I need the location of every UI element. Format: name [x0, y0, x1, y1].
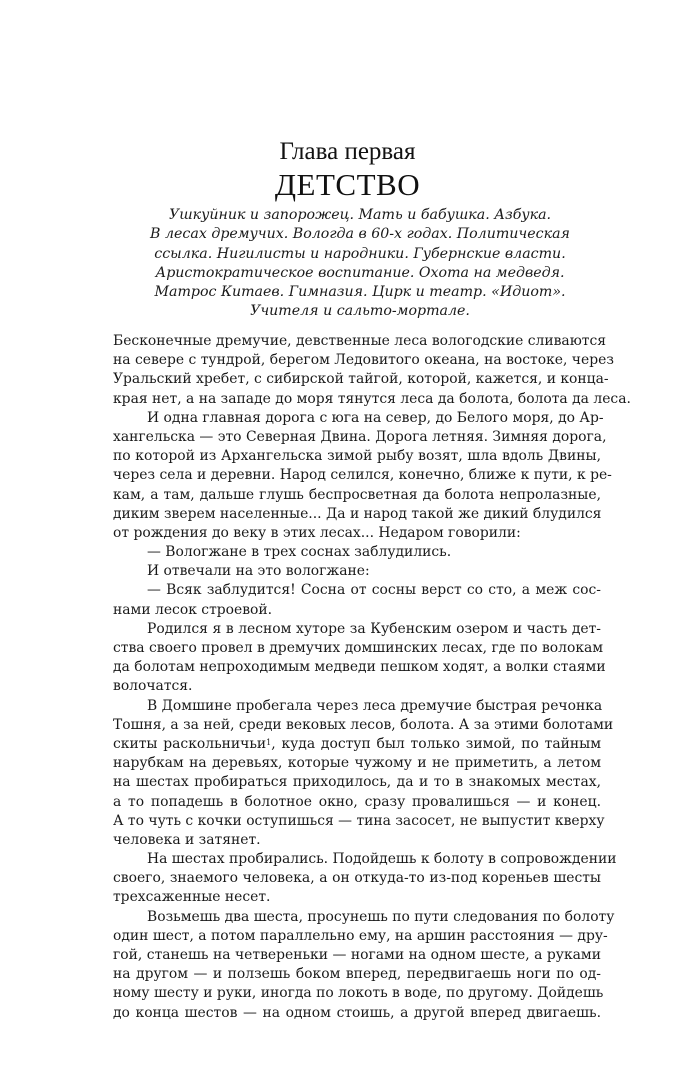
text-line: диким зверем населенные... Да и народ такой же дикий блудился	[113, 505, 602, 522]
epigraph-line: Ушкуйник и запорожец. Мать и бабушка. Азбука.	[168, 207, 552, 223]
text-line: на шестах пробираться приходилось, да и то в знакомых местах,	[113, 774, 601, 791]
text-line: да болотам непроходимым медведи пешком ходят, а волки стаями	[113, 659, 606, 676]
text-line: ному шесту и руки, иногда по локоть в воде, по другому. Дойдешь	[113, 985, 604, 1002]
text-line: до конца шестов — на одном стоишь, а другой вперед двигаешь.	[113, 1004, 601, 1021]
text-line	[113, 735, 601, 754]
text-line: Родился я в лесном хуторе за Кубенским озером и часть дет-	[147, 620, 601, 637]
epigraph-line: В лесах дремучих. Вологда в 60-х годах. Политическая	[150, 226, 570, 243]
text-line: хангельска — это Северная Двина. Дорога летняя. Зимняя дорога,	[113, 428, 607, 445]
body-text	[113, 332, 631, 1023]
text-line: Тошня, а за ней, среди вековых лесов, болота. А за этими болотами	[113, 716, 614, 733]
text-line: нарубкам на деревьях, которые чужому и не приметить, а летом	[113, 755, 601, 772]
text-segment: , куда доступ был только зимой, по тайным	[271, 735, 602, 752]
text-line: Уральский хребет, с сибирской тайгой, которой, кажется, и конца-	[113, 371, 609, 388]
text-line: трехсаженные несет.	[113, 889, 271, 906]
text-line: И одна главная дорога с юга на север, до Белого моря, до Ар-	[147, 409, 604, 426]
text-line: На шестах пробирались. Подойдешь к болоту в сопровождении	[147, 851, 617, 868]
epigraph-line: Учителя и сальто-мортале.	[250, 303, 470, 320]
text-line: Бесконечные дремучие, девственные леса вологодские сливаются	[113, 333, 607, 349]
text-line: волочатся.	[113, 678, 193, 695]
text-line: от рождения до веку в этих лесах... Недаром говорили:	[113, 524, 521, 541]
text-line: один шест, а потом параллельно ему, на аршин расстояния — дру-	[113, 927, 608, 944]
text-line: В Домшине пробегала через леса дремучие быстрая речонка	[147, 697, 603, 714]
chapter-title: ДЕТСТВО	[274, 167, 421, 202]
text-line: нами лесок строевой.	[113, 601, 273, 618]
epigraph-line: Аристократическое воспитание. Охота на медведя.	[155, 264, 565, 281]
epigraph-line: ссылка. Нигилисты и народники. Губернские власти.	[154, 245, 566, 262]
text-line: ства своего провел в дремучих домшинских лесах, где по волокам	[113, 640, 604, 656]
text-line: на севере с тундрой, берегом Ледовитого океана, на востоке, через	[113, 352, 614, 369]
text-line: кам, а там, дальше глушь беспросветная да болота непролазные,	[113, 486, 601, 503]
text-segment: скиты раскольничьи	[113, 735, 267, 752]
chapter-label: Глава первая	[279, 138, 416, 165]
footnote-marker[interactable]: 1	[266, 737, 272, 747]
text-line: гой, станешь на четвереньки — ногами на одном шесте, а руками	[113, 947, 601, 963]
text-line: края нет, а на западе до моря тянутся леса да болота, болота да леса.	[113, 390, 631, 407]
text-line: а то попадешь в болотное окно, сразу провалишься — и конец.	[113, 793, 601, 810]
text-line: — Вологжане в трех соснах заблудились.	[147, 544, 452, 561]
text-line: человека и затянет.	[113, 831, 261, 848]
epigraph-line: Матрос Китаев. Гимназия. Цирк и театр. «Идиот».	[154, 284, 566, 301]
chapter-epigraph	[100, 206, 620, 322]
text-line: на другом — и ползешь боком вперед, передвигаешь ноги по од-	[113, 966, 601, 983]
text-line: А то чуть с кочки оступишься — тина засосет, не выпустит кверху	[113, 812, 605, 829]
text-line: своего, знаемого человека, а он откуда-то из-под кореньев шесты	[113, 870, 601, 887]
text-line: по которой из Архангельска зимой рыбу возят, шла вдоль Двины,	[113, 448, 601, 465]
text-line: Возьмешь два шеста, просунешь по пути следования по болоту	[147, 908, 615, 925]
text-line: через села и деревни. Народ селился, конечно, ближе к пути, к ре-	[113, 467, 612, 484]
text-line: — Всяк заблудится! Сосна от сосны верст со сто, а меж сос-	[147, 582, 601, 599]
text-line: И отвечали на это вологжане:	[147, 563, 370, 580]
